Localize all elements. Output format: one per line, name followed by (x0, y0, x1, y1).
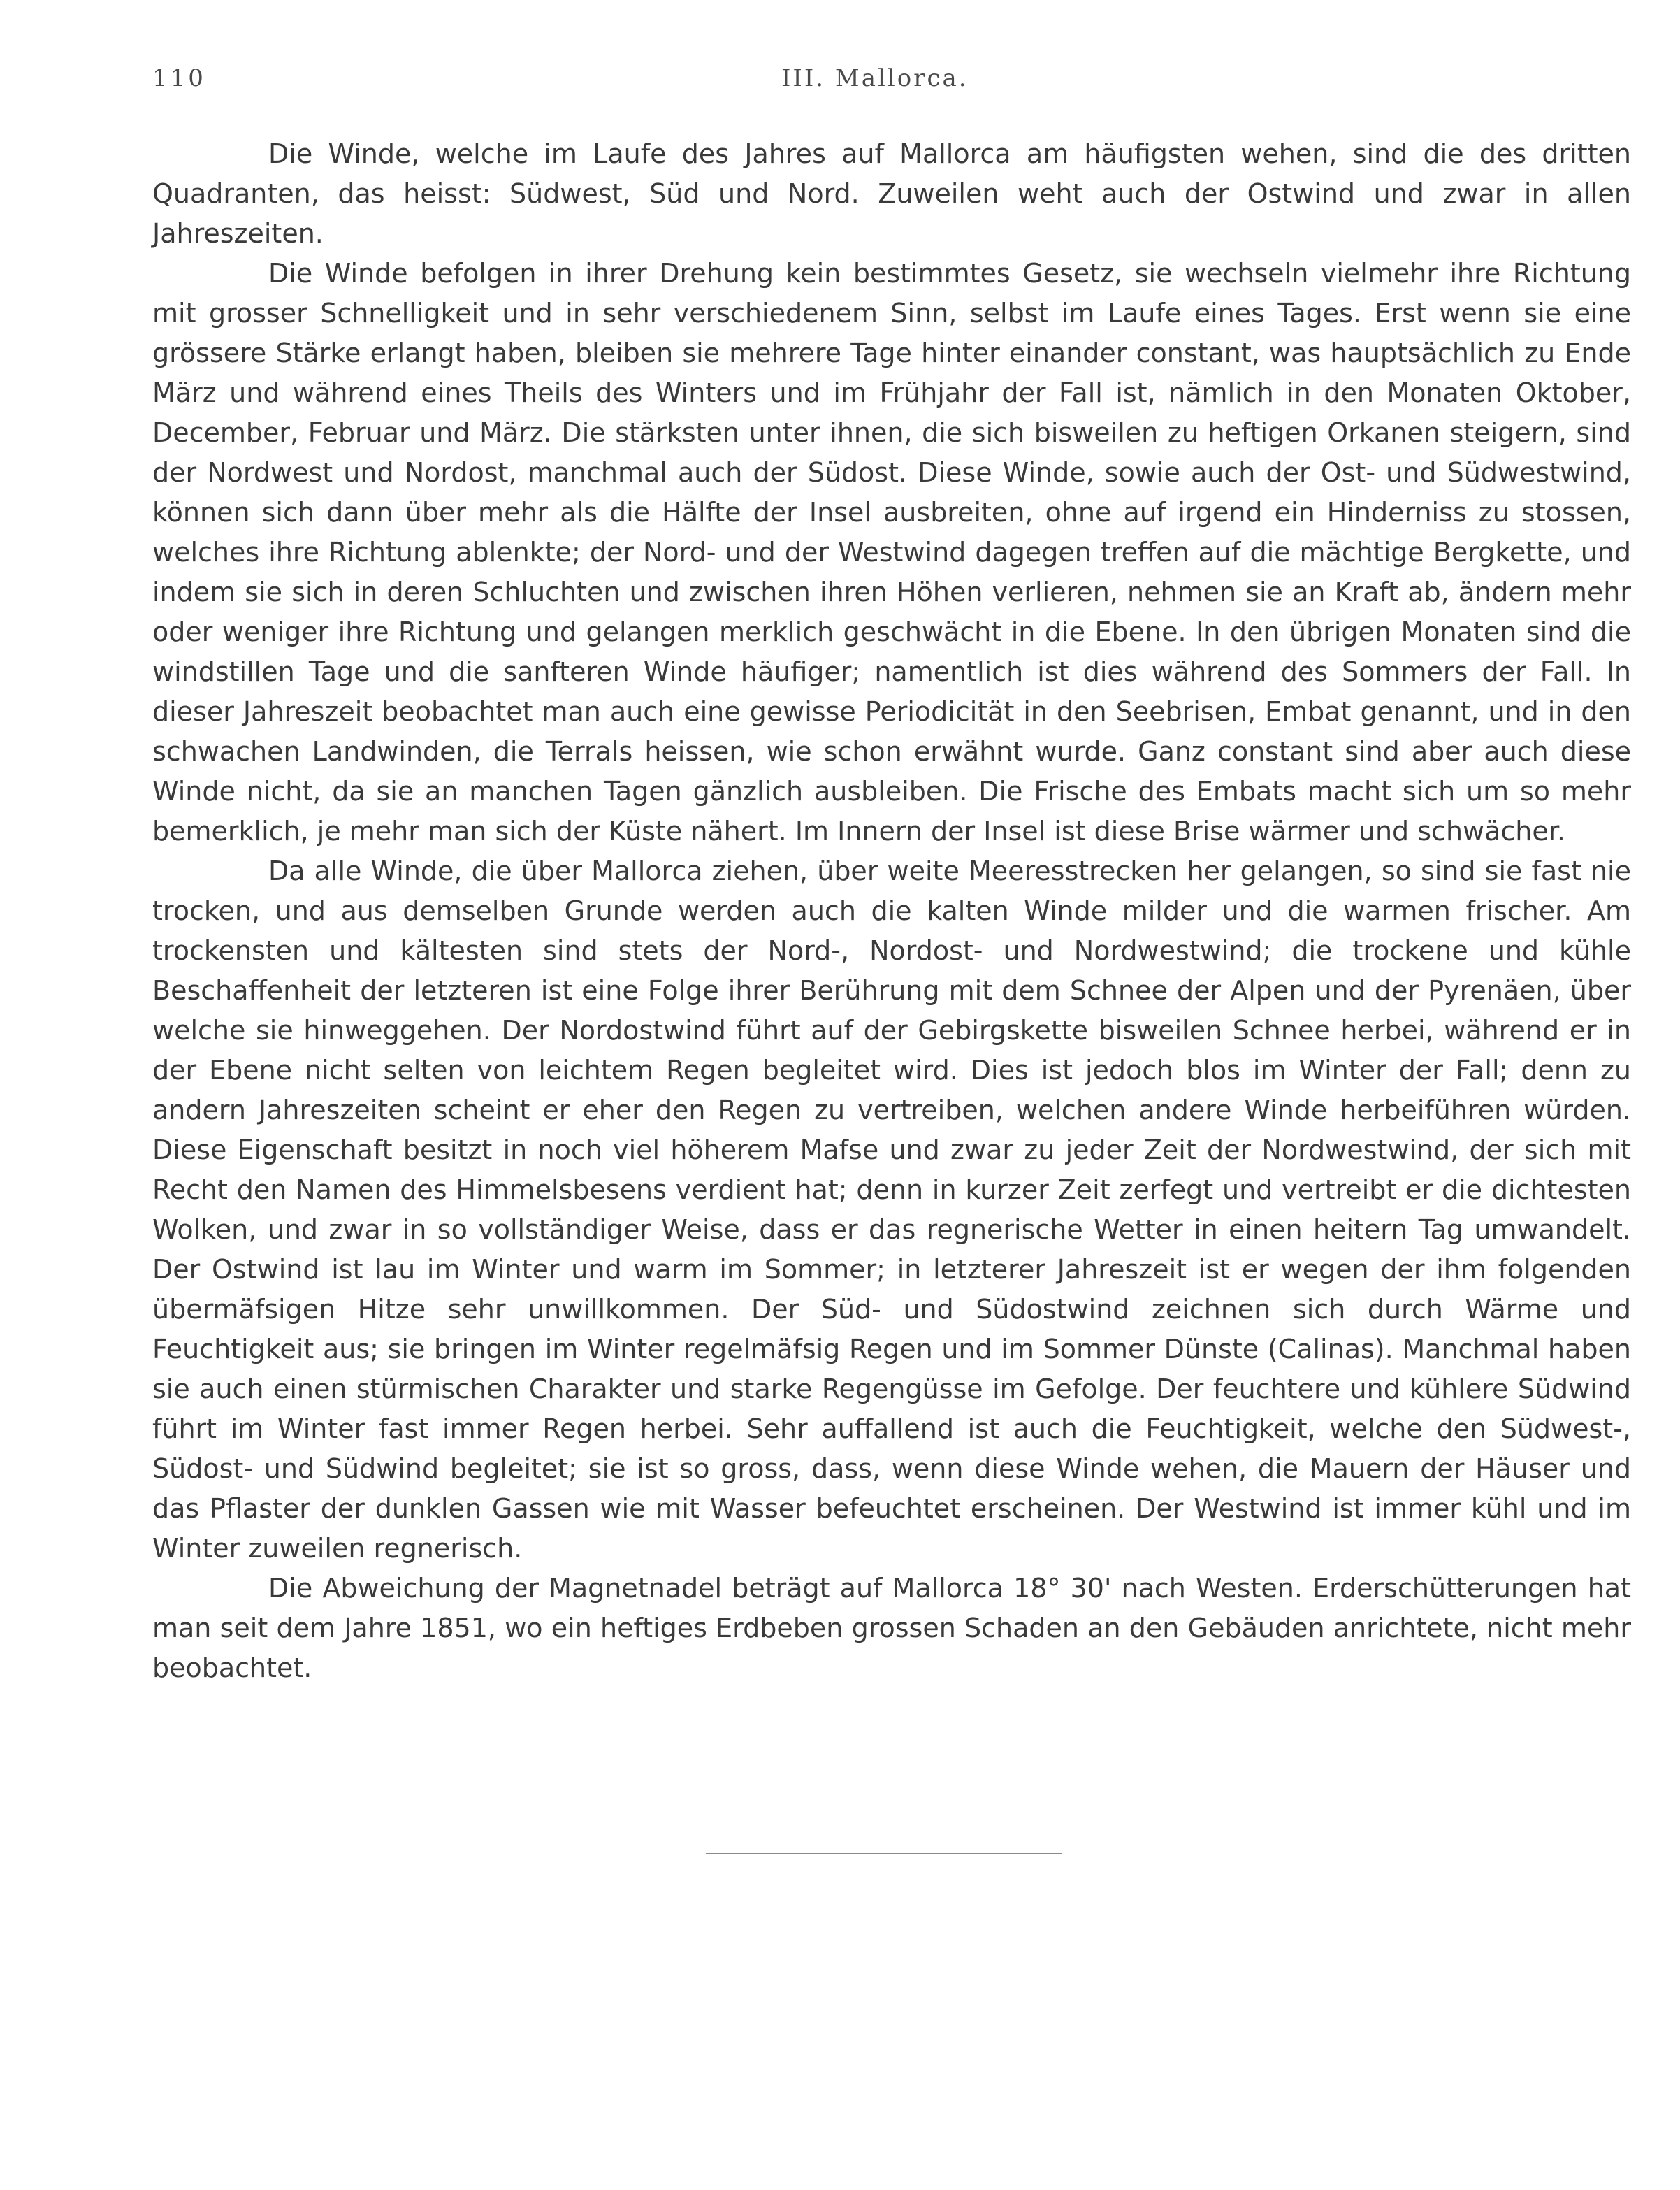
page-number: 110 (152, 64, 206, 92)
paragraph: Die Winde, welche im Laufe des Jahres auf Mallorca am häufigsten wehen, sind die des dritten Quadranten, das heisst: Südwest, Süd und Nord. Zuweilen weht auch der Ostwind und zwar in allen Jahreszeiten. (152, 138, 1631, 249)
running-head: III. Mallorca. (781, 64, 969, 92)
body-text (152, 134, 1631, 1688)
paragraph: Die Winde befolgen in ihrer Drehung kein bestimmtes Gesetz, sie wechseln vielmehr ihre Richtung mit grosser Schnelligkeit und in sehr verschiedenem Sinn, selbst im Laufe eines Tages. Erst wenn sie eine grössere Stärke erlangt haben, bleiben sie mehrere Tage hinter einander constant, was hauptsächlich zu Ende März und während eines Theils des Winters und im Frühjahr der Fall ist, nämlich in den Monaten Oktober, December, Februar und März. Die stärksten unter ihnen, die sich bisweilen zu heftigen Orkanen steigern, sind der Nordwest und Nordost, manchmal auch der Südost. Diese Winde, sowie auch der Ost- und Südwestwind, können sich dann über mehr als die Hälfte der Insel ausbreiten, ohne auf irgend ein Hinderniss zu stossen, welches ihre Richtung ablenkte; der Nord- und der Westwind dagegen treffen auf die mächtige Bergkette, und indem sie sich in deren Schluchten und zwischen ihren Höhen verlieren, nehmen sie an Kraft ab, ändern mehr oder weniger ihre Richtung und gelangen merklich geschwächt in die Ebene. In den übrigen Monaten sind die windstillen Tage und die sanfteren Winde häufiger; namentlich ist dies während des Sommers der Fall. In dieser Jahreszeit beobachtet man auch eine gewisse Periodicität in den Seebrisen, Embat genannt, und in den schwachen Landwinden, die Terrals heissen, wie schon erwähnt wurde. Ganz constant sind aber auch diese Winde nicht, da sie an manchen Tagen gänzlich ausbleiben. Die Frische des Embats macht sich um so mehr bemerklich, je mehr man sich der Küste nähert. Im Innern der Insel ist diese Brise wärmer und schwächer. (152, 258, 1631, 847)
paragraph: Die Abweichung der Magnetnadel beträgt auf Mallorca 18° 30' nach Westen. Erderschütterungen hat man seit dem Jahre 1851, wo ein heftiges Erdbeben grossen Schaden an den Gebäuden anrichtete, nicht mehr beobachtet. (152, 1573, 1631, 1683)
section-divider (706, 1853, 1062, 1854)
paragraph: Da alle Winde, die über Mallorca ziehen, über weite Meeresstrecken her gelangen, so sind sie fast nie trocken, und aus demselben Grunde werden auch die kalten Winde milder und die warmen frischer. Am trockensten und kältesten sind stets der Nord-, Nordost- und Nordwestwind; die trockene und kühle Beschaffenheit der letzteren ist eine Folge ihrer Berührung mit dem Schnee der Alpen und der Pyrenäen, über welche sie hinweggehen. Der Nordostwind führt auf der Gebirgskette bisweilen Schnee herbei, während er in der Ebene nicht selten von leichtem Regen begleitet wird. Dies ist jedoch blos im Winter der Fall; denn zu andern Jahreszeiten scheint er eher den Regen zu vertreiben, welchen andere Winde herbeiführen würden. Diese Eigenschaft besitzt in noch viel höherem Mafse und zwar zu jeder Zeit der Nordwestwind, der sich mit Recht den Namen des Himmelsbesens verdient hat; denn in kurzer Zeit zerfegt und vertreibt er die dichtesten Wolken, und zwar in so vollständiger Weise, dass er das regnerische Wetter in einen heitern Tag umwandelt. Der Ostwind ist lau im Winter und warm im Sommer; in letzterer Jahreszeit ist er wegen der ihm folgenden übermäfsigen Hitze sehr unwillkommen. Der Süd- und Südostwind zeichnen sich durch Wärme und Feuchtigkeit aus; sie bringen im Winter regelmäfsig Regen und im Sommer Dünste (Calinas). Manchmal haben sie auch einen stürmischen Charakter und starke Regengüsse im Gefolge. Der feuchtere und kühlere Südwind führt im Winter fast immer Regen herbei. Sehr auffallend ist auch die Feuchtigkeit, welche den Südwest-, Südost- und Südwind begleitet; sie ist so gross, dass, wenn diese Winde wehen, die Mauern der Häuser und das Pflaster der dunklen Gassen wie mit Wasser befeuchtet erscheinen. Der Westwind ist immer kühl und im Winter zuweilen regnerisch. (152, 856, 1631, 1564)
page-header (152, 64, 1631, 106)
